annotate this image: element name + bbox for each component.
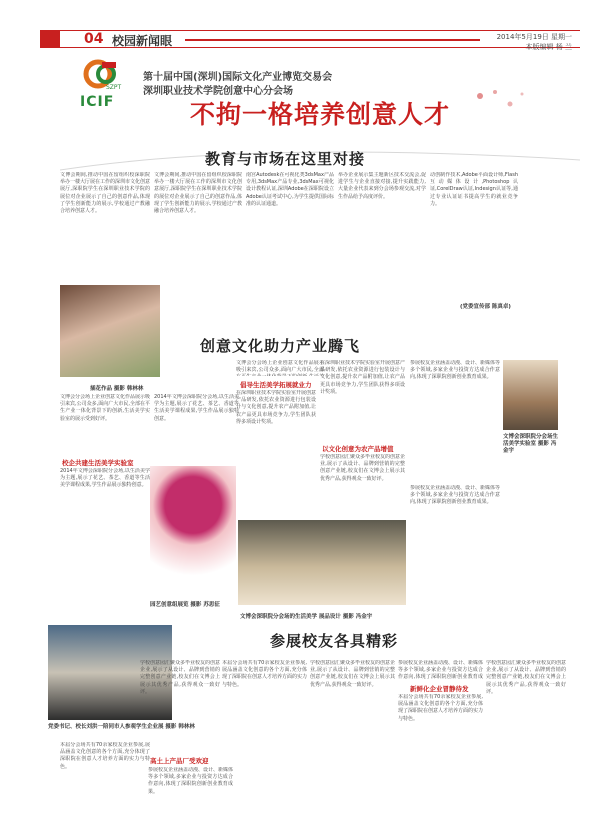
subtitle-line-2: 深圳职业技术学院创意中心分会场 bbox=[143, 86, 293, 97]
subhead: 高土上产品厂受欢迎 bbox=[150, 757, 209, 765]
header-rule bbox=[185, 39, 480, 41]
article-column: 学校创意园汇聚众多毕业校友的创意企业,展示了从设计、品牌到营销的完整创意产业链,校友们在文博会上展示其优秀产品,获得观众一致好评。 bbox=[486, 660, 566, 695]
page-number: 04 bbox=[84, 31, 104, 47]
article-column: 2014年文博会深职院分会场,以生活美学为主题,展示了花艺、茶艺、香道等生活美学课程成果,学生作品展示独特创意。 bbox=[154, 394, 239, 422]
credit-line: (党委宣传部 陈真卓) bbox=[460, 304, 511, 310]
article-column: 文博会分会场上企业创意文化作品展示吸引来宾,公司众多,面向广大市民,全部在平生产业一体化背景下的创新,生活美学实验室的展示受到好评。 bbox=[60, 394, 150, 422]
logo-text: ICIF bbox=[80, 94, 115, 110]
article-column: 本届分会场共有70余家校友企业参展,展品涵盖文化创意的各个方面,充分体现了深职院在创意人才培养方面的实力与特色。 bbox=[60, 742, 150, 770]
caption: 插花作品 摄影 韩林林 bbox=[90, 386, 144, 392]
header-meta bbox=[497, 32, 572, 52]
article-column: 参展校友企业涵盖动漫、设计、新媒体等多个领域,多家企业与投资方达成合作意向,体现了深职院创新创业教育成果。 bbox=[410, 485, 500, 506]
section-title-1: 教育与市场在这里对接 bbox=[205, 150, 366, 168]
article-column: 南宫Autodesk在可视化类3dsMax产品专用,3dsMax产品专业,3dsMax可视化设计教程认证,深圳Adobe在深职院设立Adobe认证考试中心,为学生提供国际标准的认证通道。 bbox=[246, 172, 334, 207]
article-column: 举办企业展示集主题新区技术交流会,促进学生与企业直接对接,提升实践能力,大量企业代表来到分会场参观交流,对学生作品给予高度评价。 bbox=[338, 172, 426, 200]
article-column: 学校创意园汇聚众多毕业校友的创意企业,展示了从设计、品牌到营销的完整创意产业链,校友们在文博会上展示其优秀产品,获得观众一致好评。 bbox=[320, 454, 405, 482]
article-column: 文博会分会场上企业创意文化作品展示吸引来宾,公司众多,面向广大市民,全部 bbox=[236, 360, 324, 374]
section-name: 校园新闻眼 bbox=[112, 34, 173, 48]
subhead: 倡导生活美学拓展就业力 bbox=[240, 381, 312, 389]
photo-exhibition-booth bbox=[503, 360, 558, 430]
photo-mascot bbox=[150, 466, 236, 596]
page-number-box bbox=[40, 30, 60, 48]
section-title-2: 创意文化助力产业腾飞 bbox=[200, 337, 361, 355]
caption: 文博会深职院分会场生活美学实验室 摄影 冯金宇 bbox=[503, 434, 559, 454]
date-line: 2014年5月19日 星期一 bbox=[496, 33, 572, 41]
subhead: 以文化创意为农产品增值 bbox=[322, 445, 394, 453]
caption: 园艺创意组展览 摄影 苏思征 bbox=[150, 602, 220, 608]
caption: 党委书记、校长刘洪一陪同市人参观学生企业展 摄影 韩林林 bbox=[48, 724, 195, 730]
decorative-stars-icon bbox=[470, 86, 530, 126]
subhead: 新鲜化企业冒静待发 bbox=[410, 685, 469, 693]
section-title-3: 参展校友各具精彩 bbox=[270, 632, 399, 650]
logo-sub: SZPT bbox=[106, 84, 122, 91]
article-column: 动创制作技术,Adobe平面设计师,Flash互动媒体设计,Photoshop认证,CorelDraw认证,Indesign认证等,通过专业认证证书提高学生的就业竞争力。 bbox=[430, 172, 518, 207]
article-column: 参展校友企业涵盖动漫、设计、新媒体等多个领域,多家企业与投资方达成合作意向,体现了深职院创新创业教育成果。 bbox=[410, 360, 500, 381]
article-column: 在深圳职业技术学院实验室开展创意产品研发,依托农业资源进行包装设计与文化创意,提升农产品附加值,让农产品更具市场竞争力,学生团队获得多项设计奖项。 bbox=[320, 360, 405, 395]
article-column: 本届分会场共有70余家校友企业参展,展品涵盖文化创意的各个方面,充分体现了深职院在创意人才培养方面的实力与特色。 bbox=[222, 660, 307, 688]
article-column: 文博会期间,推动中国在留组织校深职院举办一楼大厅展在工作的深圳市文化创意展厅,深职院学生在深圳职业技术学院的展位对企业展示了自己的创意作品,体现了学生创新能力的展示,学校通过产教融合培养创意人才。 bbox=[60, 172, 150, 215]
photo-flower-arranging bbox=[60, 285, 160, 377]
main-title: 不拘一格培养创意人才 bbox=[190, 100, 451, 129]
article-column: 2014年文博会深职院分会场,以生活美学为主题,展示了花艺、茶艺、香道等生活美学课程成果,学生作品展示独特创意。 bbox=[60, 468, 150, 489]
article-column: 参展校友企业涵盖动漫、设计、新媒体等多个领域,多家企业与投资方达成合作意向,体现了深职院创新创业教育成 bbox=[398, 660, 483, 680]
editor-line: 本版编辑 杨 兰 bbox=[525, 43, 572, 51]
caption: 文博会深职院分会场的生活美学 展品设计 摄影 冯金宇 bbox=[240, 614, 373, 620]
article-column: 在深圳职业技术学院实验室开展创意产品研发,依托农业资源进行包装设计与文化创意,提升农产品附加值,让农产品更具市场竞争力,学生团队获得多项设计奖项。 bbox=[236, 390, 316, 425]
article-column: 学校创意园汇聚众多毕业校友的创意企业,展示了从设计、品牌到营销的完整创意产业链,校友们在文博会上展示其优秀产品,获得观众一致好评。 bbox=[140, 660, 220, 695]
subhead: 校企共建生活美学实验室 bbox=[62, 459, 134, 467]
article-column: 参展校友企业涵盖动漫、设计、新媒体等多个领域,多家企业与投资方达成合作意向,体现了深职院创新创业教育成果。 bbox=[148, 767, 233, 795]
article-column: 本届分会场共有70余家校友企业参展,展品涵盖文化创意的各个方面,充分体现了深职院在创意人才培养方面的实力与特色。 bbox=[398, 694, 483, 722]
article-column: 文博会期间,推动中国在留组织校深职院举办一楼大厅展在工作的深圳市文化创意展厅,深职院学生在深圳职业技术学院的展位对企业展示了自己的创意作品,体现了学生创新能力的展示,学校通过产教融合培养创意人才。 bbox=[154, 172, 242, 215]
article-column: 学校创意园汇聚众多毕业校友的创意企业,展示了从设计、品牌到营销的完整创意产业链,校友们在文博会上展示其优秀产品,获得观众一致好评。 bbox=[310, 660, 395, 688]
subtitle-line-1: 第十届中国(深圳)国际文化产业博览交易会 bbox=[143, 72, 333, 83]
photo-life-aesthetics-lab bbox=[238, 520, 406, 605]
